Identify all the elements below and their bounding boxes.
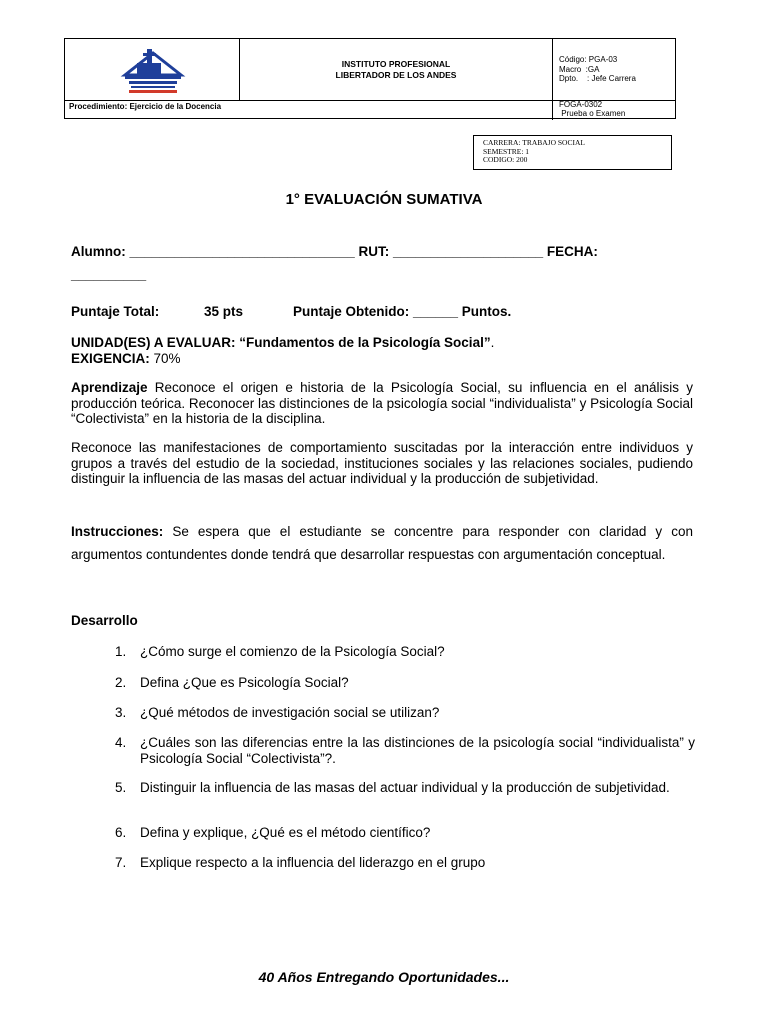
instrucciones-label: Instrucciones: bbox=[71, 524, 164, 539]
list-item bbox=[115, 644, 445, 660]
puntaje-total-value: 35 pts bbox=[204, 304, 244, 319]
list-item bbox=[115, 735, 695, 766]
list-item bbox=[115, 675, 349, 691]
aprendizaje-text: Reconoce el origen e historia de la Psicología Social, su influencia en el análisis y producción teórica. Reconocer las distinciones de la psicología social “individualista” y Psicología Social “Colectivista” en la historia de la disciplina. bbox=[71, 380, 693, 426]
question-text: ¿Cuáles son las diferencias entre la las distinciones de la psicología social “individualista” y Psicología Social “Colectivista”?. bbox=[140, 735, 695, 766]
page-title: 1° EVALUACIÓN SUMATIVA bbox=[285, 191, 483, 208]
question-number: 5. bbox=[115, 780, 127, 795]
question-number: 3. bbox=[115, 705, 127, 720]
student-info-line: Alumno: ______________________________ RUT: ____________________ FECHA: bbox=[71, 244, 598, 259]
instrucciones-paragraph bbox=[71, 521, 693, 566]
carrera-text: CARRERA: TRABAJO SOCIAL bbox=[483, 138, 585, 147]
list-item bbox=[115, 855, 485, 871]
aprendizaje-paragraph bbox=[71, 380, 693, 427]
question-number: 7. bbox=[115, 855, 127, 870]
header-divider bbox=[552, 39, 553, 120]
codigo-text: Código: PGA-03 bbox=[559, 55, 618, 64]
exigencia-value: 70% bbox=[149, 350, 181, 366]
question-text: Explique respecto a la influencia del liderazgo en el grupo bbox=[140, 855, 486, 870]
unidad-value: “Fundamentos de la Psicología Social” bbox=[239, 335, 491, 350]
prueba-text: Prueba o Examen bbox=[559, 109, 626, 118]
question-number: 2. bbox=[115, 675, 127, 690]
foga-text: FOGA-0302 bbox=[559, 100, 603, 109]
procedimiento-text: Procedimiento: Ejercicio de la Docencia bbox=[69, 102, 222, 111]
question-number: 1. bbox=[115, 644, 127, 659]
question-text: Defina y explique, ¿Qué es el método científico? bbox=[140, 825, 431, 840]
aprendizaje-label: Aprendizaje bbox=[71, 380, 148, 395]
dpto-text: Dpto. : Jefe Carrera bbox=[559, 74, 636, 83]
unidad-end: . bbox=[490, 335, 495, 350]
institution-logo bbox=[117, 45, 189, 95]
puntaje-total-label: Puntaje Total: bbox=[71, 304, 160, 319]
list-item bbox=[115, 705, 439, 721]
exigencia-label: EXIGENCIA: bbox=[71, 350, 150, 366]
instrucciones-text: Se espera que el estudiante se concentre para responder con claridad y con argumentos contundentes donde tendrá que desarrollar respuestas con argumentación conceptual. bbox=[71, 524, 693, 562]
institution-name bbox=[240, 59, 552, 81]
macro-text: Macro :GA bbox=[559, 64, 600, 74]
reconoce-paragraph: Reconoce las manifestaciones de comportamiento suscitadas por la interacción entre individuos y grupos a través del estudio de la sociedad, instituciones sociales y las relaciones sociales, pudiendo distinguir la influencia de las masas del actuar individual y la producción de subjetividad. bbox=[71, 440, 693, 486]
question-number: 4. bbox=[115, 735, 127, 750]
foga-code bbox=[559, 100, 625, 118]
document-codes bbox=[559, 55, 636, 84]
puntaje-obtenido: Puntaje Obtenido: ______ Puntos. bbox=[293, 304, 512, 319]
institution-line: INSTITUTO PROFESIONAL bbox=[341, 59, 451, 69]
unidad-block bbox=[71, 335, 701, 366]
header-table bbox=[64, 38, 676, 119]
question-number: 6. bbox=[115, 825, 127, 840]
codigo-200-text: CODIGO: 200 bbox=[483, 155, 528, 164]
footer-slogan: 40 Años Entregando Oportunidades... bbox=[258, 969, 510, 985]
semestre-text: SEMESTRE: 1 bbox=[483, 146, 530, 156]
list-item bbox=[115, 780, 695, 796]
list-item bbox=[115, 825, 430, 841]
question-text: Distinguir la influencia de las masas del actuar individual y la producción de subjetividad. bbox=[140, 780, 670, 795]
question-text: Defina ¿Que es Psicología Social? bbox=[140, 675, 349, 690]
carrera-box bbox=[473, 135, 672, 170]
institution-line: LIBERTADOR DE LOS ANDES bbox=[335, 70, 457, 80]
question-text: ¿Qué métodos de investigación social se utilizan? bbox=[140, 705, 440, 720]
question-text: ¿Cómo surge el comienzo de la Psicología Social? bbox=[140, 644, 445, 659]
student-info-line-2: __________ bbox=[71, 267, 147, 282]
unidad-label: UNIDAD(ES) A EVALUAR: bbox=[71, 335, 236, 350]
desarrollo-heading: Desarrollo bbox=[71, 613, 138, 628]
